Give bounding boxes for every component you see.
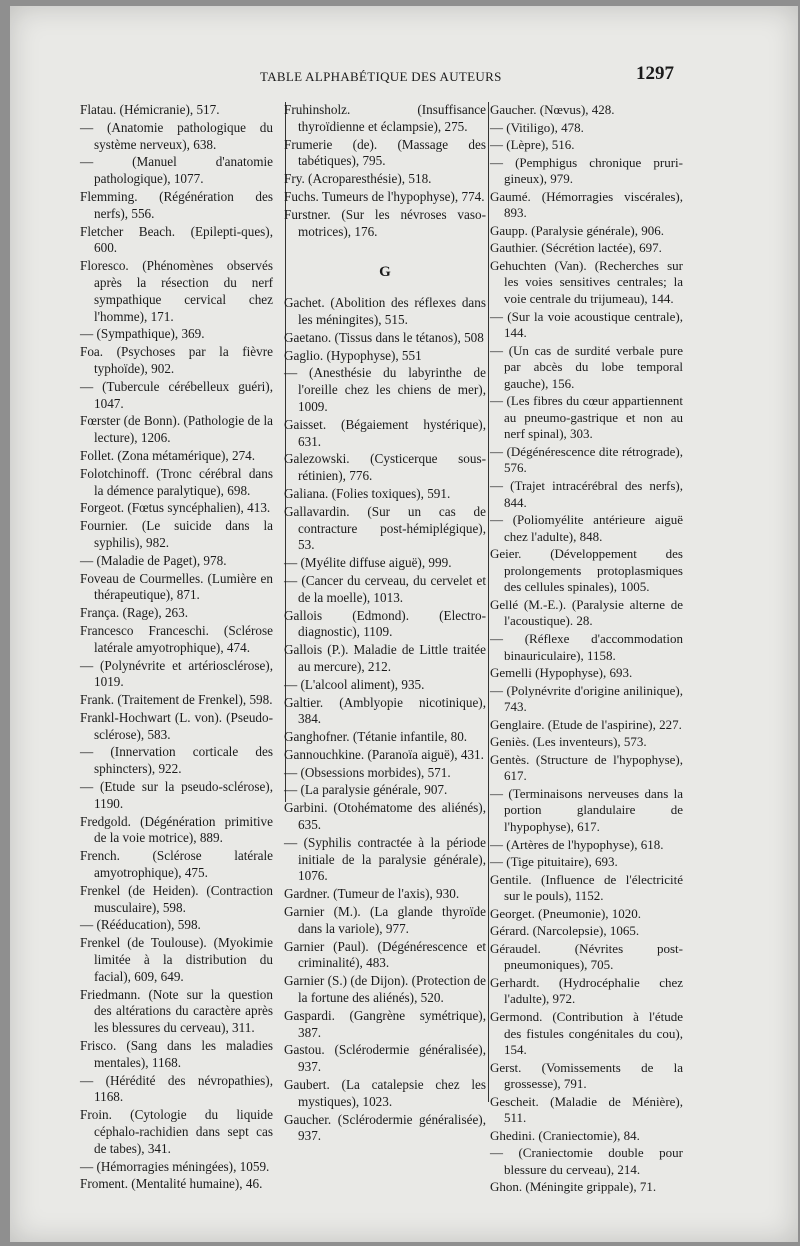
index-entry: — (Obsessions morbides), 571. (284, 764, 451, 780)
index-entry: — (Trajet intracérébral des nerfs), 844. (490, 478, 683, 510)
column-rule (488, 102, 489, 1102)
index-entry: Fry. (Acroparesthésie), 518. (284, 171, 432, 187)
index-entry: — (Dégénérescence dite rétrograde), 576. (490, 443, 683, 476)
index-entry: Friedmann. (Note sur la question des altérations du caractère après les blessures du cerveau), 311. (80, 986, 273, 1036)
index-entry: — (Anatomie pathologique du système nerveux), 638. (80, 119, 273, 152)
index-entry: — (Hérédité des névropathies), 1168. (80, 1072, 273, 1105)
index-entry: Gescheit. (Maladie de Ménière), 511. (490, 1093, 683, 1126)
index-entry: Follet. (Zona métamérique), 274. (80, 447, 256, 463)
index-entry: — (Vitiligo), 478. (490, 119, 584, 135)
index-entry: Gaupp. (Paralysie générale), 906. (490, 222, 664, 238)
index-entry: — (Anesthésie du labyrinthe de l'oreille chez les chiens de mer), 1009. (284, 365, 486, 414)
index-entry: — (Etude sur la pseudo-sclérose), 1190. (80, 779, 273, 811)
index-entry: Fruhinsholz. (Insuffisance thyroïdienne et éclampsie), 275. (284, 102, 486, 134)
running-head: TABLE ALPHABÉTIQUE DES AUTEURS (260, 69, 502, 84)
index-entry: — (La paralysie générale, 907. (284, 782, 448, 798)
index-entry: Francesco Franceschi. (Sclérose latérale amyotrophique), 474. (80, 622, 273, 655)
index-entry: França. (Rage), 263. (80, 605, 189, 621)
index-entry: Frumerie (de). (Massage des tabétiques), 795. (284, 136, 486, 169)
index-entry: Gannouchkine. (Paranoïa aiguë), 431. (284, 746, 484, 762)
index-column-2 (284, 102, 486, 1146)
index-entry: Géraudel. (Névrites post-pneumoniques), 705. (490, 940, 683, 973)
index-entry: Gentile. (Influence de l'électricité sur le pouls), 1152. (490, 871, 683, 904)
index-entry: Gehuchten (Van). (Recherches sur les voies sensitives centrales; la voie centrale du trijumeau), 144. (490, 257, 683, 307)
index-entry: Ganghofner. (Tétanie infantile, 80. (284, 729, 468, 745)
index-entry: — (Sympathique), 369. (80, 326, 205, 342)
index-entry: — (Les fibres du cœur appartiennent au pneumo-gastrique et non au nerf spinal), 303. (490, 393, 683, 442)
index-entry: Gérard. (Narcolepsie), 1065. (490, 923, 640, 939)
index-entry: — (Craniectomie double pour blessure du cerveau), 214. (490, 1145, 683, 1177)
index-entry: Fuchs. Tumeurs de l'hypophyse), 774. (284, 188, 485, 204)
index-entry: Forgeot. (Fœtus syncéphalien), 413. (80, 500, 271, 516)
index-entry: — (Myélite diffuse aiguë), 999. (284, 555, 452, 571)
index-entry: Genglaire. (Etude de l'aspirine), 227. (490, 716, 682, 732)
index-entry: Galiana. (Folies toxiques), 591. (284, 485, 451, 501)
index-entry: — (Terminaisons nerveuses dans la portion glandulaire de l'hypophyse), 617. (490, 785, 683, 834)
index-entry: — (Lèpre), 516. (490, 137, 575, 153)
index-entry: Garbini. (Otohématome des aliénés), 635. (284, 800, 486, 833)
index-column-1 (80, 102, 273, 1194)
index-entry: Gemelli (Hypophyse), 693. (490, 665, 633, 681)
index-entry: Floresco. (Phénomènes observés après la résection du nerf sympathique cervical chez l'homme), 171. (80, 258, 273, 324)
index-entry: — (Artères de l'hypophyse), 618. (490, 836, 664, 852)
index-entry: — (Tubercule cérébelleux guéri), 1047. (80, 378, 273, 411)
index-entry: Garnier (S.) (de Dijon). (Protection de la fortune des aliénés), 520. (284, 973, 486, 1006)
index-entry: Garnier (M.). (La glande thyroïde dans la variole), 977. (284, 904, 486, 936)
index-entry: Gaucher. (Nœvus), 428. (490, 102, 615, 117)
index-entry: Georget. (Pneumonie), 1020. (490, 905, 642, 921)
index-entry: — (Pemphigus chronique pruri-gineux), 979. (490, 154, 683, 187)
index-entry: — (L'alcool aliment), 935. (284, 676, 425, 692)
index-entry: — (Sur la voie acoustique centrale), 144. (490, 308, 683, 341)
index-entry: French. (Sclérose latérale amyotrophique), 475. (80, 848, 273, 881)
index-entry: Gellé (M.-E.). (Paralysie alterne de l'acoustique). 28. (490, 596, 683, 629)
index-entry: Froment. (Mentalité humaine), 46. (80, 1176, 263, 1192)
index-entry: Gaubert. (La catalepsie chez les mystiques), 1023. (284, 1077, 486, 1109)
index-entry: — (Manuel d'anatomie pathologique), 1077. (80, 154, 273, 187)
index-column-3 (490, 102, 683, 1197)
page-number: 1297 (636, 63, 674, 84)
index-entry: — (Hémorragies méningées), 1059. (80, 1158, 270, 1174)
index-entry: Frisco. (Sang dans les maladies mentales), 1168. (80, 1038, 273, 1070)
index-entry: Geier. (Développement des prolongements protoplasmiques des cellules spinales), 1005. (490, 546, 683, 595)
index-entry: — (Réflexe d'accommodation binauriculaire), 1158. (490, 630, 683, 663)
index-entry: Foveau de Courmelles. (Lumière en thérapeutique), 871. (80, 570, 273, 603)
index-entry: Gentès. (Structure de l'hypophyse), 617. (490, 751, 683, 784)
index-entry: Foa. (Psychoses par la fièvre typhoïde), 902. (80, 344, 273, 376)
index-entry: — (Tige pituitaire), 693. (490, 854, 618, 870)
index-entry: Frank. (Traitement de Frenkel), 598. (80, 692, 273, 708)
index-entry: Furstner. (Sur les névroses vaso-motrices), 176. (284, 206, 486, 239)
index-entry: Fredgold. (Dégénération primitive de la voie motrice), 889. (80, 813, 273, 846)
index-entry: Gaucher. (Sclérodermie généralisée), 937. (284, 1111, 486, 1144)
index-entry: Geniès. (Les inventeurs), 573. (490, 734, 647, 750)
index-entry: Gauthier. (Sécrétion lactée), 697. (490, 240, 662, 256)
index-entry: Ghon. (Méningite grippale), 71. (490, 1179, 657, 1195)
index-entry: Gaisset. (Bégaiement hystérique), 631. (284, 416, 486, 449)
index-entry: — (Polynévrite d'origine anilinique), 743. (490, 682, 683, 715)
index-entry: Frenkel (de Heiden). (Contraction musculaire), 598. (80, 882, 273, 915)
index-entry: Galtier. (Amblyopie nicotinique), 384. (284, 694, 486, 727)
index-entry: Germond. (Contribution à l'étude des fistules congénitales du cou), 154. (490, 1008, 683, 1058)
index-entry: Gerhardt. (Hydrocéphalie chez l'adulte), 972. (490, 974, 683, 1007)
index-entry: — (Rééducation), 598. (80, 917, 201, 933)
index-entry: — (Cancer du cerveau, du cervelet et de la moelle), 1013. (284, 572, 486, 605)
index-entry: Gerst. (Vomissements de la grossesse), 791. (490, 1059, 683, 1092)
index-entry: Fœrster (de Bonn). (Pathologie de la lecture), 1206. (80, 413, 273, 446)
index-entry: Gaglio. (Hypophyse), 551 (284, 347, 422, 363)
index-entry: Fletcher Beach. (Epilepti-ques), 600. (80, 223, 273, 256)
index-entry: Folotchinoff. (Tronc cérébral dans la démence paralytique), 698. (80, 465, 273, 498)
index-entry: Ghedini. (Craniectomie), 84. (490, 1127, 640, 1143)
index-entry: — (Polynévrite et artériosclérose), 1019. (80, 657, 273, 690)
index-entry: Froin. (Cytologie du liquide céphalo-rachidien dans sept cas de tabes), 341. (80, 1107, 273, 1156)
index-entry: Gachet. (Abolition des réflexes dans les méningites), 515. (284, 295, 486, 327)
index-entry: Gastou. (Sclérodermie généralisée), 937. (284, 1042, 486, 1075)
index-entry: Frankl-Hochwart (L. von). (Pseudo-sclérose), 583. (80, 709, 273, 742)
index-entry: — (Innervation corticale des sphincters), 922. (80, 744, 273, 777)
document-page (10, 6, 798, 1242)
index-entry: Garnier (Paul). (Dégénérescence et criminalité), 483. (284, 938, 486, 971)
index-entry: — (Syphilis contractée à la période initiale de la paralysie générale), 1076. (284, 834, 486, 884)
index-entry: — (Maladie de Paget), 978. (80, 552, 227, 568)
index-entry: Fournier. (Le suicide dans la syphilis), 982. (80, 518, 273, 550)
index-entry: — (Poliomyélite antérieure aiguë chez l'adulte), 848. (490, 512, 683, 544)
index-entry: Flemming. (Régénération des nerfs), 556. (80, 188, 273, 221)
index-entry: Gaetano. (Tissus dans le tétanos), 508 (284, 329, 484, 345)
index-entry: Flatau. (Hémicranie), 517. (80, 102, 220, 117)
index-entry: Frenkel (de Toulouse). (Myokimie limitée à la distribution du facial), 609, 649. (80, 935, 273, 984)
index-entry: Gallavardin. (Sur un cas de contracture post-hémiplégique), 53. (284, 503, 486, 553)
index-entry: Gardner. (Tumeur de l'axis), 930. (284, 886, 460, 902)
index-entry: Gallois (P.). Maladie de Little traitée au mercure), 212. (284, 642, 486, 674)
section-letter-heading: G (379, 264, 391, 281)
index-entry: Gallois (Edmond). (Electro-diagnostic), 1109. (284, 607, 486, 640)
index-entry: — (Un cas de surdité verbale pure par abcès du lobe temporal gauche), 156. (490, 342, 683, 391)
index-entry: Gaumé. (Hémorragies viscérales), 893. (490, 188, 683, 221)
index-entry: Gaspardi. (Gangrène symétrique), 387. (284, 1007, 486, 1040)
index-entry: Galezowski. (Cysticerque sous-rétinien), 776. (284, 451, 486, 484)
